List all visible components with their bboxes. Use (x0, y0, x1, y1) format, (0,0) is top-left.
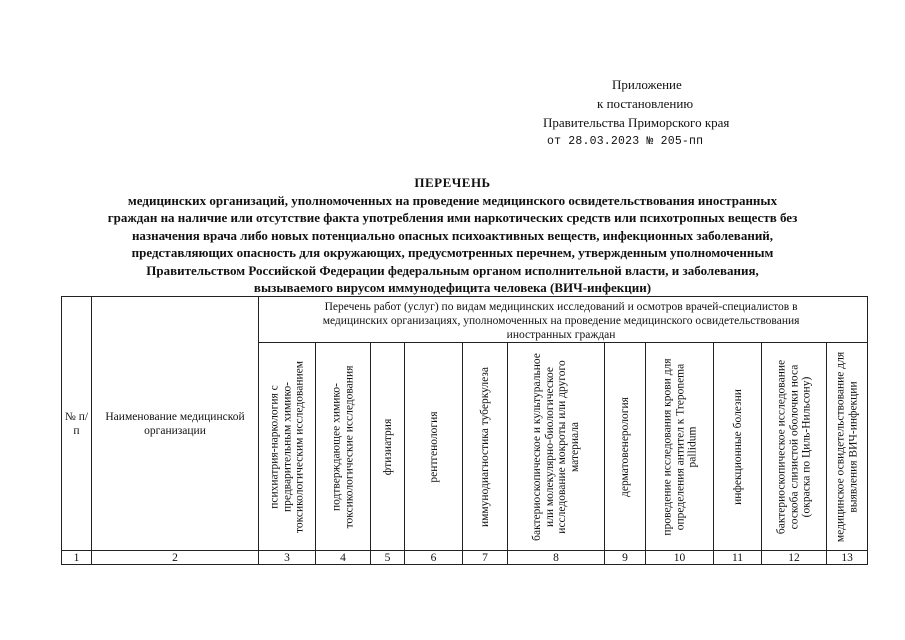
header-col-5: фтизиатрия (371, 343, 405, 551)
column-number: 1 (62, 551, 92, 565)
column-number: 6 (405, 551, 463, 565)
header-col-11: инфекционные болезни (714, 343, 762, 551)
title-line: граждан на наличие или отсутствие факта употребления ими наркотических средств или психотропных веществ без (107, 210, 798, 225)
column-number: 3 (259, 551, 316, 565)
header-organization-name: Наименование медицинской организации (92, 297, 259, 551)
column-number: 13 (827, 551, 868, 565)
header-col-3: психиатрия-наркология с предварительным химико-токсикологическим исследованием (259, 343, 316, 551)
column-number: 11 (714, 551, 762, 565)
header-col-6: рентгенология (405, 343, 463, 551)
appendix-date-number: от 28.03.2023 № 205-пп (547, 135, 704, 148)
appendix-resolution: к постановлению (597, 96, 694, 111)
header-col-10: проведение исследования крови для определения антител к Treponema pallidum (646, 343, 714, 551)
column-number: 12 (762, 551, 827, 565)
title-line: вызываемого вирусом иммунодефицита человека (ВИЧ-инфекции) (253, 280, 652, 295)
title-line: назначения врача либо новых потенциально опасных психоактивных веществ, инфекционных заболеваний, (131, 227, 774, 243)
appendix-block (540, 75, 800, 151)
header-col-7: иммунодиагностика туберкулеза (463, 343, 508, 551)
header-col-8: бактериоскопическое и культуральное или молекулярно-биологическое исследование мокроты или другого материала (508, 343, 605, 551)
column-number: 4 (316, 551, 371, 565)
header-number: № п/п (62, 297, 92, 551)
document-title (40, 174, 865, 297)
appendix-label: Приложение (612, 77, 682, 92)
table-header-row-group (62, 297, 868, 343)
column-number: 5 (371, 551, 405, 565)
title-heading: ПЕРЕЧЕНЬ (414, 175, 491, 190)
header-col-12: бактериоскопическое исследование соскоба слизистой оболочки носа (окраска по Циль-Нильсону) (762, 343, 827, 551)
column-number: 8 (508, 551, 605, 565)
header-services-group: Перечень работ (услуг) по видам медицинских исследований и осмотров врачей-специалистов в медицинских организациях, уполномоченных на проведение медицинского освидетельствования иностранных граждан (259, 297, 868, 343)
title-line: представляющих опасность для окружающих, предусмотренных перечнем, утвержденным уполномоченным (131, 245, 774, 260)
title-line: медицинских организаций, уполномоченных на проведение медицинского освидетельствования иностранных (127, 192, 778, 208)
title-line: Правительством Российской Федерации федеральным органом исполнительной власти, и заболевания, (146, 262, 759, 278)
table-row-column-numbers (62, 551, 868, 565)
column-number: 7 (463, 551, 508, 565)
column-number: 2 (92, 551, 259, 565)
appendix-government: Правительства Приморского края (543, 115, 730, 130)
organizations-table (61, 296, 868, 565)
column-number: 9 (605, 551, 646, 565)
column-number: 10 (646, 551, 714, 565)
header-col-4: подтверждающее химико-токсикологические исследования (316, 343, 371, 551)
header-col-13: медицинское освидетельствование для выявления ВИЧ-инфекции (827, 343, 868, 551)
header-col-9: дерматовенерология (605, 343, 646, 551)
